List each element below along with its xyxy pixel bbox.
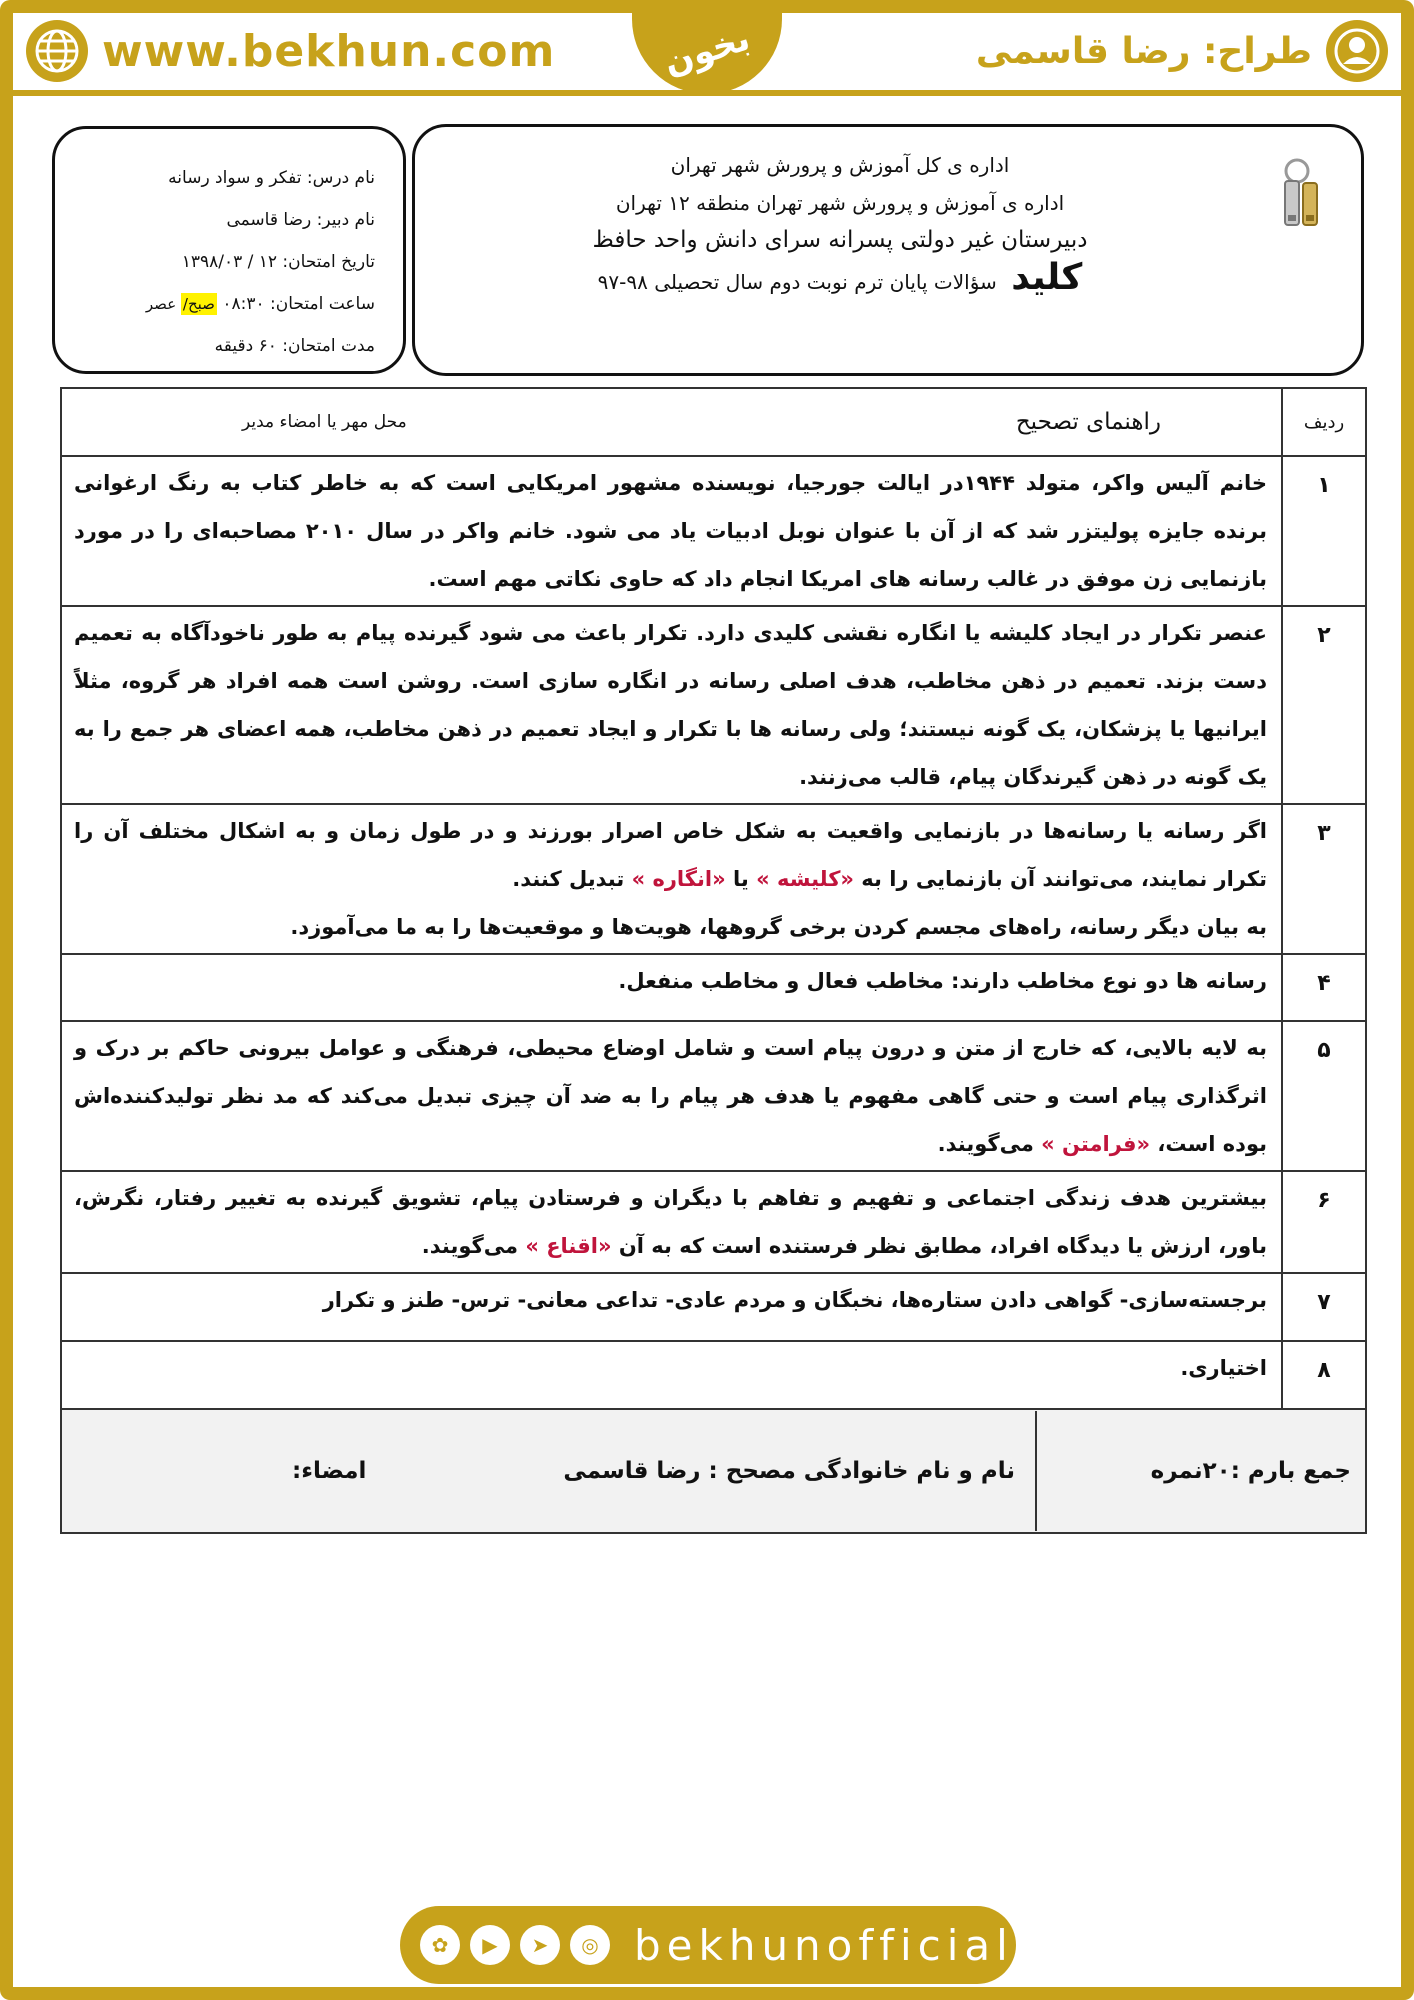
school-info-box xyxy=(412,124,1364,376)
table-row xyxy=(61,1021,1366,1171)
social-handle[interactable]: bekhunofficial xyxy=(634,1920,1014,1970)
keyword-persuasion: «اقناع » xyxy=(525,1234,612,1258)
grader-info xyxy=(62,1458,1035,1484)
teacher-field: نام دبیر: رضا قاسمی xyxy=(226,210,375,230)
keyword-metatext: «فرامتن » xyxy=(1041,1132,1151,1156)
header-guide: راهنمای تصحیح xyxy=(1015,409,1161,435)
header-row-number: ردیف xyxy=(1282,388,1366,456)
answer-text: به بیان دیگر رسانه، راه‌های مجسم کردن برخی گروهها، هویت‌ها و موقعیت‌ها را به ما می‌آموزد. xyxy=(290,915,1267,939)
time-field xyxy=(75,283,375,325)
keyword-cliche: «کلیشه » xyxy=(756,867,854,891)
duration-field: مدت امتحان: ۶۰ دقیقه xyxy=(214,336,375,356)
row-answer: برجسته‌سازی- گواهی دادن ستاره‌ها، نخبگان و مردم عادی- تداعی معانی- ترس- طنز و تکرار xyxy=(61,1273,1282,1341)
table-row xyxy=(61,606,1366,804)
site-url[interactable]: www.bekhun.com xyxy=(102,25,556,77)
header-guide-cell xyxy=(61,388,1282,456)
answer-text: به لایه بالایی، که خارج از متن و درون پیام است و شامل اوضاع محیطی، فرهنگی و عوامل بیرونی حاکم بر درک و اثرگذاری پیام است و حتی گاهی مفهوم یا هدف هر پیام را به ضد آن چیزی تبدیل می‌کند که مد نظر تولیدکننده‌اش بوده است، xyxy=(74,1036,1267,1156)
instagram-icon[interactable]: ◎ xyxy=(570,1925,610,1965)
row-number: ۷ xyxy=(1282,1273,1366,1341)
row-answer: رسانه ها دو نوع مخاطب دارند: مخاطب فعال و مخاطب منفعل. xyxy=(61,954,1282,1021)
footer-cell xyxy=(61,1409,1366,1533)
designer-name: طراح: رضا قاسمی xyxy=(975,30,1312,72)
row-answer xyxy=(61,1021,1282,1171)
school-heading xyxy=(515,153,1165,298)
table-row xyxy=(61,954,1366,1021)
answer-key-label: کلید xyxy=(1011,257,1083,298)
row-number: ۱ xyxy=(1282,456,1366,606)
site-link[interactable] xyxy=(26,20,555,82)
exam-title xyxy=(515,257,1165,298)
row-number: ۵ xyxy=(1282,1021,1366,1171)
globe-icon xyxy=(26,20,88,82)
row-answer xyxy=(61,804,1282,954)
answer-text: اگر رسانه یا رسانه‌ها در بازنمایی واقعیت به شکل خاص اصرار بورزند و در طول زمان و به اشکال مختلف آن را تکرار نمایند، می‌توانند آن بازنمایی را به xyxy=(74,819,1267,891)
answer-text: یا xyxy=(725,867,757,891)
table-row xyxy=(61,804,1366,954)
answer-key-table xyxy=(60,387,1367,1534)
social-bar xyxy=(400,1906,1016,1984)
table-row xyxy=(61,456,1366,606)
total-score: جمع بارم :۲۰نمره xyxy=(1035,1411,1365,1531)
table-header xyxy=(61,388,1366,456)
social-icons xyxy=(420,1925,610,1965)
answer-text: بیشترین هدف زندگی اجتماعی و تفهیم و تفاهم با دیگران و فرستادن پیام، تشویق گیرنده به تغییر رفتار، نگرش، باور، ارزش یا دیدگاه افراد، مطابق نظر فرستنده است که به آن xyxy=(74,1186,1267,1258)
row-answer: خانم آلیس واکر، متولد ۱۹۴۴در ایالت جورجیا، نویسنده مشهور امریکایی است که به خاطر کتاب به رنگ ارغوانی برنده جایزه پولیتزر شد که از آن با عنوان نوبل ادبیات یاد می شود. خانم واکر در سال ۲۰۱۰ مصاحبه‌ای را در مورد بازنمایی زن موفق در غالب رسانه های امریکا انجام داد که حاوی نکاتی مهم است. xyxy=(61,456,1282,606)
school-line-1: اداره ی کل آموزش و پرورش شهر تهران xyxy=(670,153,1010,177)
telegram-icon[interactable]: ➤ xyxy=(520,1925,560,1965)
time-morning-highlight: صبح/ xyxy=(182,295,215,313)
row-number: ۳ xyxy=(1282,804,1366,954)
user-icon xyxy=(1326,20,1388,82)
school-name: دبیرستان غیر دولتی پسرانه سرای دانش واحد حافظ xyxy=(592,227,1088,253)
table-row xyxy=(61,1273,1366,1341)
date-field: تاریخ امتحان: ۱۲ / ۱۳۹۸/۰۳ xyxy=(181,252,375,272)
designer-credit xyxy=(976,20,1388,82)
logo-text: بخون xyxy=(659,18,755,84)
row-number: ۶ xyxy=(1282,1171,1366,1273)
signature-label: امضاء: xyxy=(292,1458,367,1484)
row-answer xyxy=(61,1171,1282,1273)
exam-info-box xyxy=(52,126,406,374)
answer-text: تبدیل کنند. xyxy=(512,867,632,891)
time-evening: عصر xyxy=(145,295,181,313)
exam-title-text: سؤالات پایان ترم نوبت دوم سال تحصیلی ۹۸-۹۷ xyxy=(597,270,997,294)
keys-icon xyxy=(1275,157,1331,237)
row-number: ۲ xyxy=(1282,606,1366,804)
grader-name: نام و نام خانوادگی مصحح : رضا قاسمی xyxy=(563,1458,1015,1484)
row-number: ۸ xyxy=(1282,1341,1366,1409)
row-answer: عنصر تکرار در ایجاد کلیشه یا انگاره نقشی کلیدی دارد. تکرار باعث می شود گیرنده پیام به طور ناخودآگاه به تعمیم دست بزند. تعمیم در ذهن مخاطب، هدف اصلی رسانه در انگاره سازی است. روشن است همه افراد هر گروه، مثلاً ایرانیها یا پزشکان، یک گونه نیستند؛ ولی رسانه ها با تکرار و ایجاد تعمیم در ذهن مخاطب، همه اعضای هر جمع را به یک گونه در ذهن گیرندگان پیام، قالب می‌زنند. xyxy=(61,606,1282,804)
row-number: ۴ xyxy=(1282,954,1366,1021)
table-row xyxy=(61,1171,1366,1273)
keyword-stereotype: «انگاره » xyxy=(631,867,726,891)
time-label: ساعت امتحان: ۰۸:۳۰ xyxy=(222,294,375,314)
answer-text: می‌گویند. xyxy=(937,1132,1042,1156)
table-row xyxy=(61,1341,1366,1409)
table-footer xyxy=(61,1409,1366,1533)
answer-text: می‌گویند. xyxy=(421,1234,526,1258)
school-line-2: اداره ی آموزش و پرورش شهر تهران منطقه ۱۲ تهران xyxy=(615,191,1065,215)
aparat-icon[interactable]: ✿ xyxy=(420,1925,460,1965)
youtube-icon[interactable]: ▶ xyxy=(470,1925,510,1965)
header-seal: محل مهر یا امضاء مدیر xyxy=(242,412,407,432)
subject-field: نام درس: تفکر و سواد رسانه xyxy=(168,168,375,188)
row-answer: اختیاری. xyxy=(61,1341,1282,1409)
